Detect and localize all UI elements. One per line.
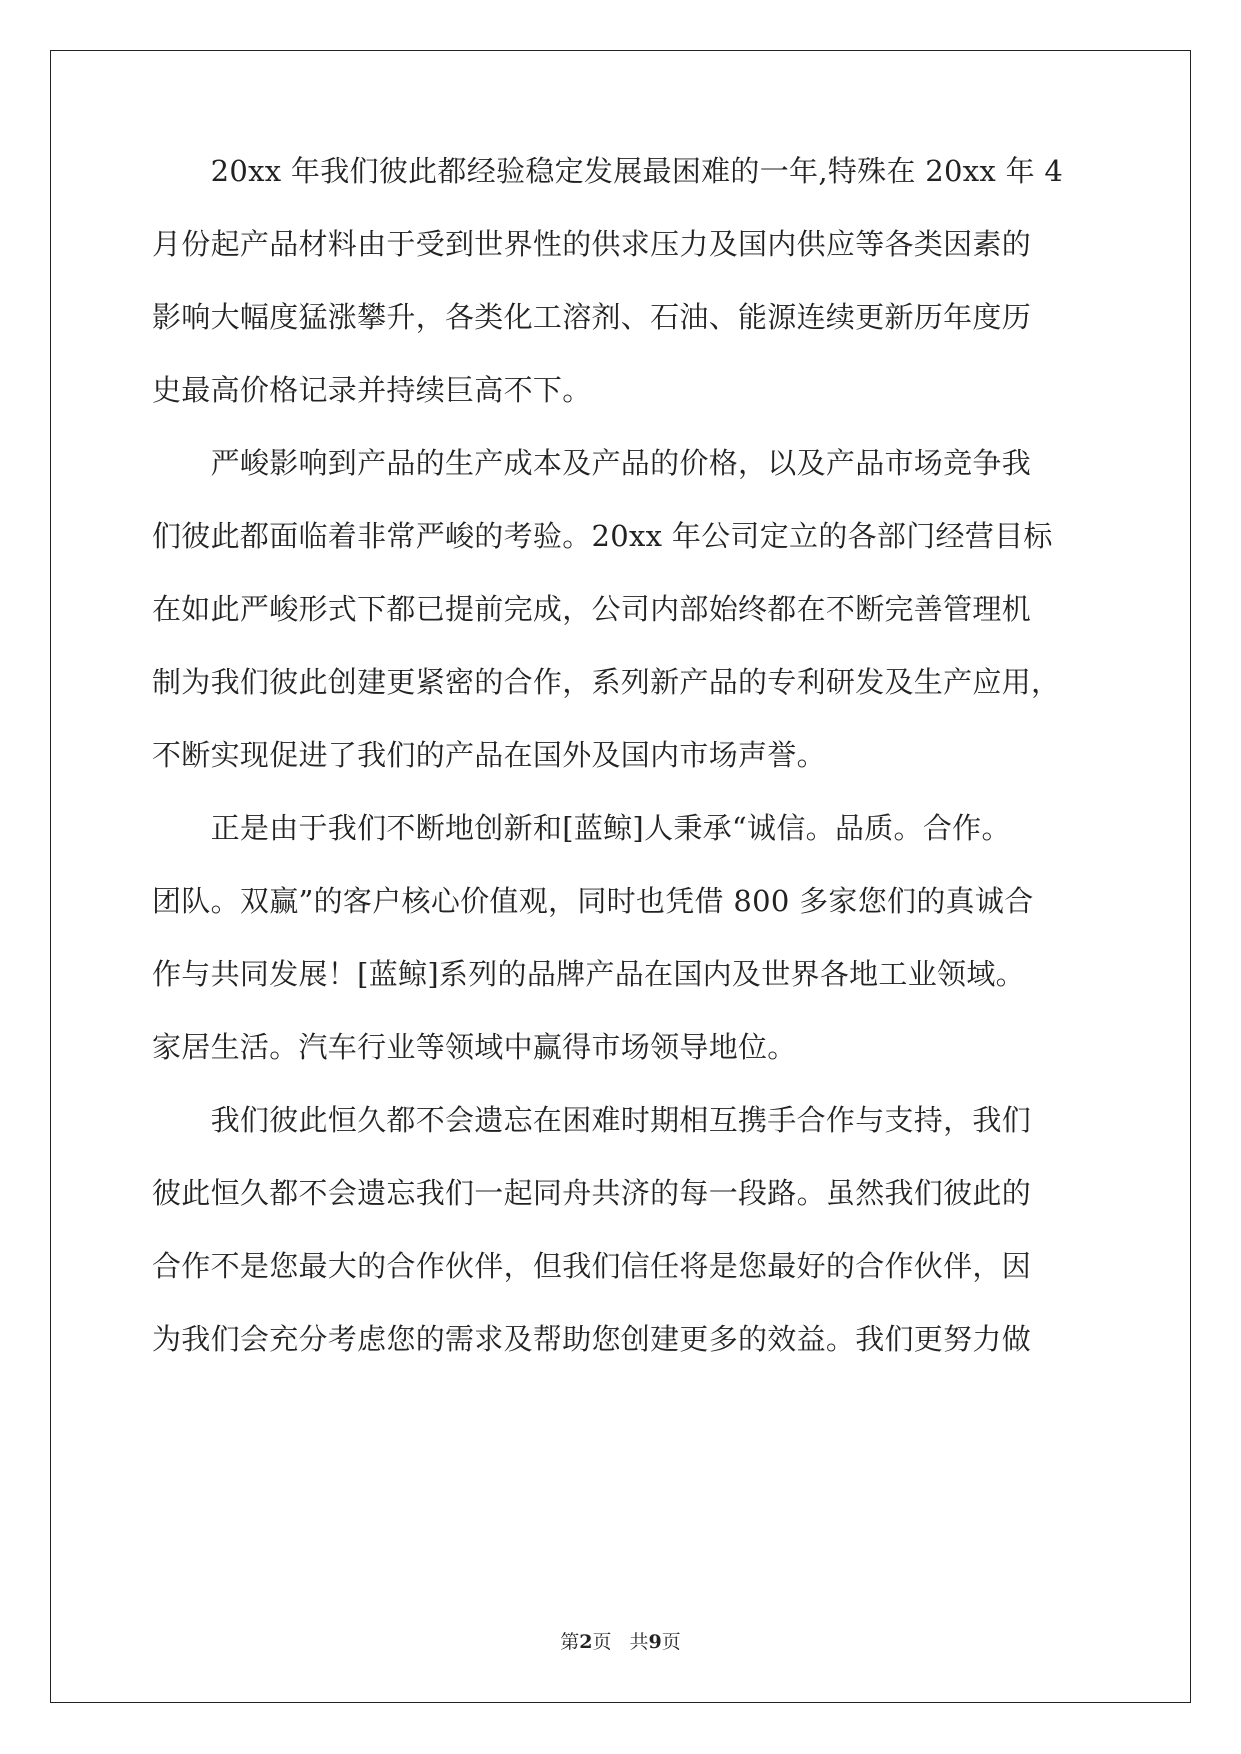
text-line: 们彼此都面临着非常严峻的考验。20xx 年公司定立的各部门经营目标 bbox=[152, 519, 1053, 553]
page-total: 9 bbox=[648, 1631, 662, 1653]
text-line: 月份起产品材料由于受到世界性的供求压力及国内供应等各类因素的 bbox=[152, 227, 1032, 261]
page-current: 2 bbox=[579, 1631, 593, 1653]
text-line: 制为我们彼此创建更紧密的合作，系列新产品的专利研发及生产应用， bbox=[152, 665, 1061, 699]
text-line: 作与共同发展！[蓝鲸]系列的品牌产品在国内及世界各地工业领域。 bbox=[152, 957, 1025, 991]
page-unit: 页 bbox=[592, 1631, 612, 1653]
page-footer bbox=[0, 1627, 1241, 1654]
text-line: 为我们会充分考虑您的需求及帮助您创建更多的效益。我们更努力做 bbox=[152, 1322, 1032, 1356]
text-line: 20xx 年我们彼此都经验稳定发展最困难的一年,特殊在 20xx 年 4 bbox=[152, 154, 1064, 188]
text-line: 在如此严峻形式下都已提前完成，公司内部始终都在不断完善管理机 bbox=[152, 592, 1032, 626]
text-line: 我们彼此恒久都不会遗忘在困难时期相互携手合作与支持，我们 bbox=[152, 1103, 1032, 1137]
text-line: 团队。双赢”的客户核心价值观，同时也凭借 800 多家您们的真诚合 bbox=[152, 884, 1034, 918]
total-unit: 页 bbox=[661, 1631, 681, 1653]
text-line: 彼此恒久都不会遗忘我们一起同舟共济的每一段路。虽然我们彼此的 bbox=[152, 1176, 1032, 1210]
text-line: 史最高价格记录并持续巨高不下。 bbox=[152, 373, 592, 407]
text-line: 家居生活。汽车行业等领域中赢得市场领导地位。 bbox=[152, 1030, 797, 1064]
text-line: 合作不是您最大的合作伙伴，但我们信任将是您最好的合作伙伴，因 bbox=[152, 1249, 1032, 1283]
text-line: 严峻影响到产品的生产成本及产品的价格，以及产品市场竞争我 bbox=[152, 446, 1032, 480]
text-line: 正是由于我们不断地创新和[蓝鲸]人秉承“诚信。品质。合作。 bbox=[152, 811, 1011, 845]
text-line: 影响大幅度猛涨攀升，各类化工溶剂、石油、能源连续更新历年度历 bbox=[152, 300, 1032, 334]
total-prefix: 共 bbox=[629, 1631, 649, 1653]
text-line: 不断实现促进了我们的产品在国外及国内市场声誉。 bbox=[152, 738, 826, 772]
page-prefix: 第 bbox=[560, 1631, 580, 1653]
